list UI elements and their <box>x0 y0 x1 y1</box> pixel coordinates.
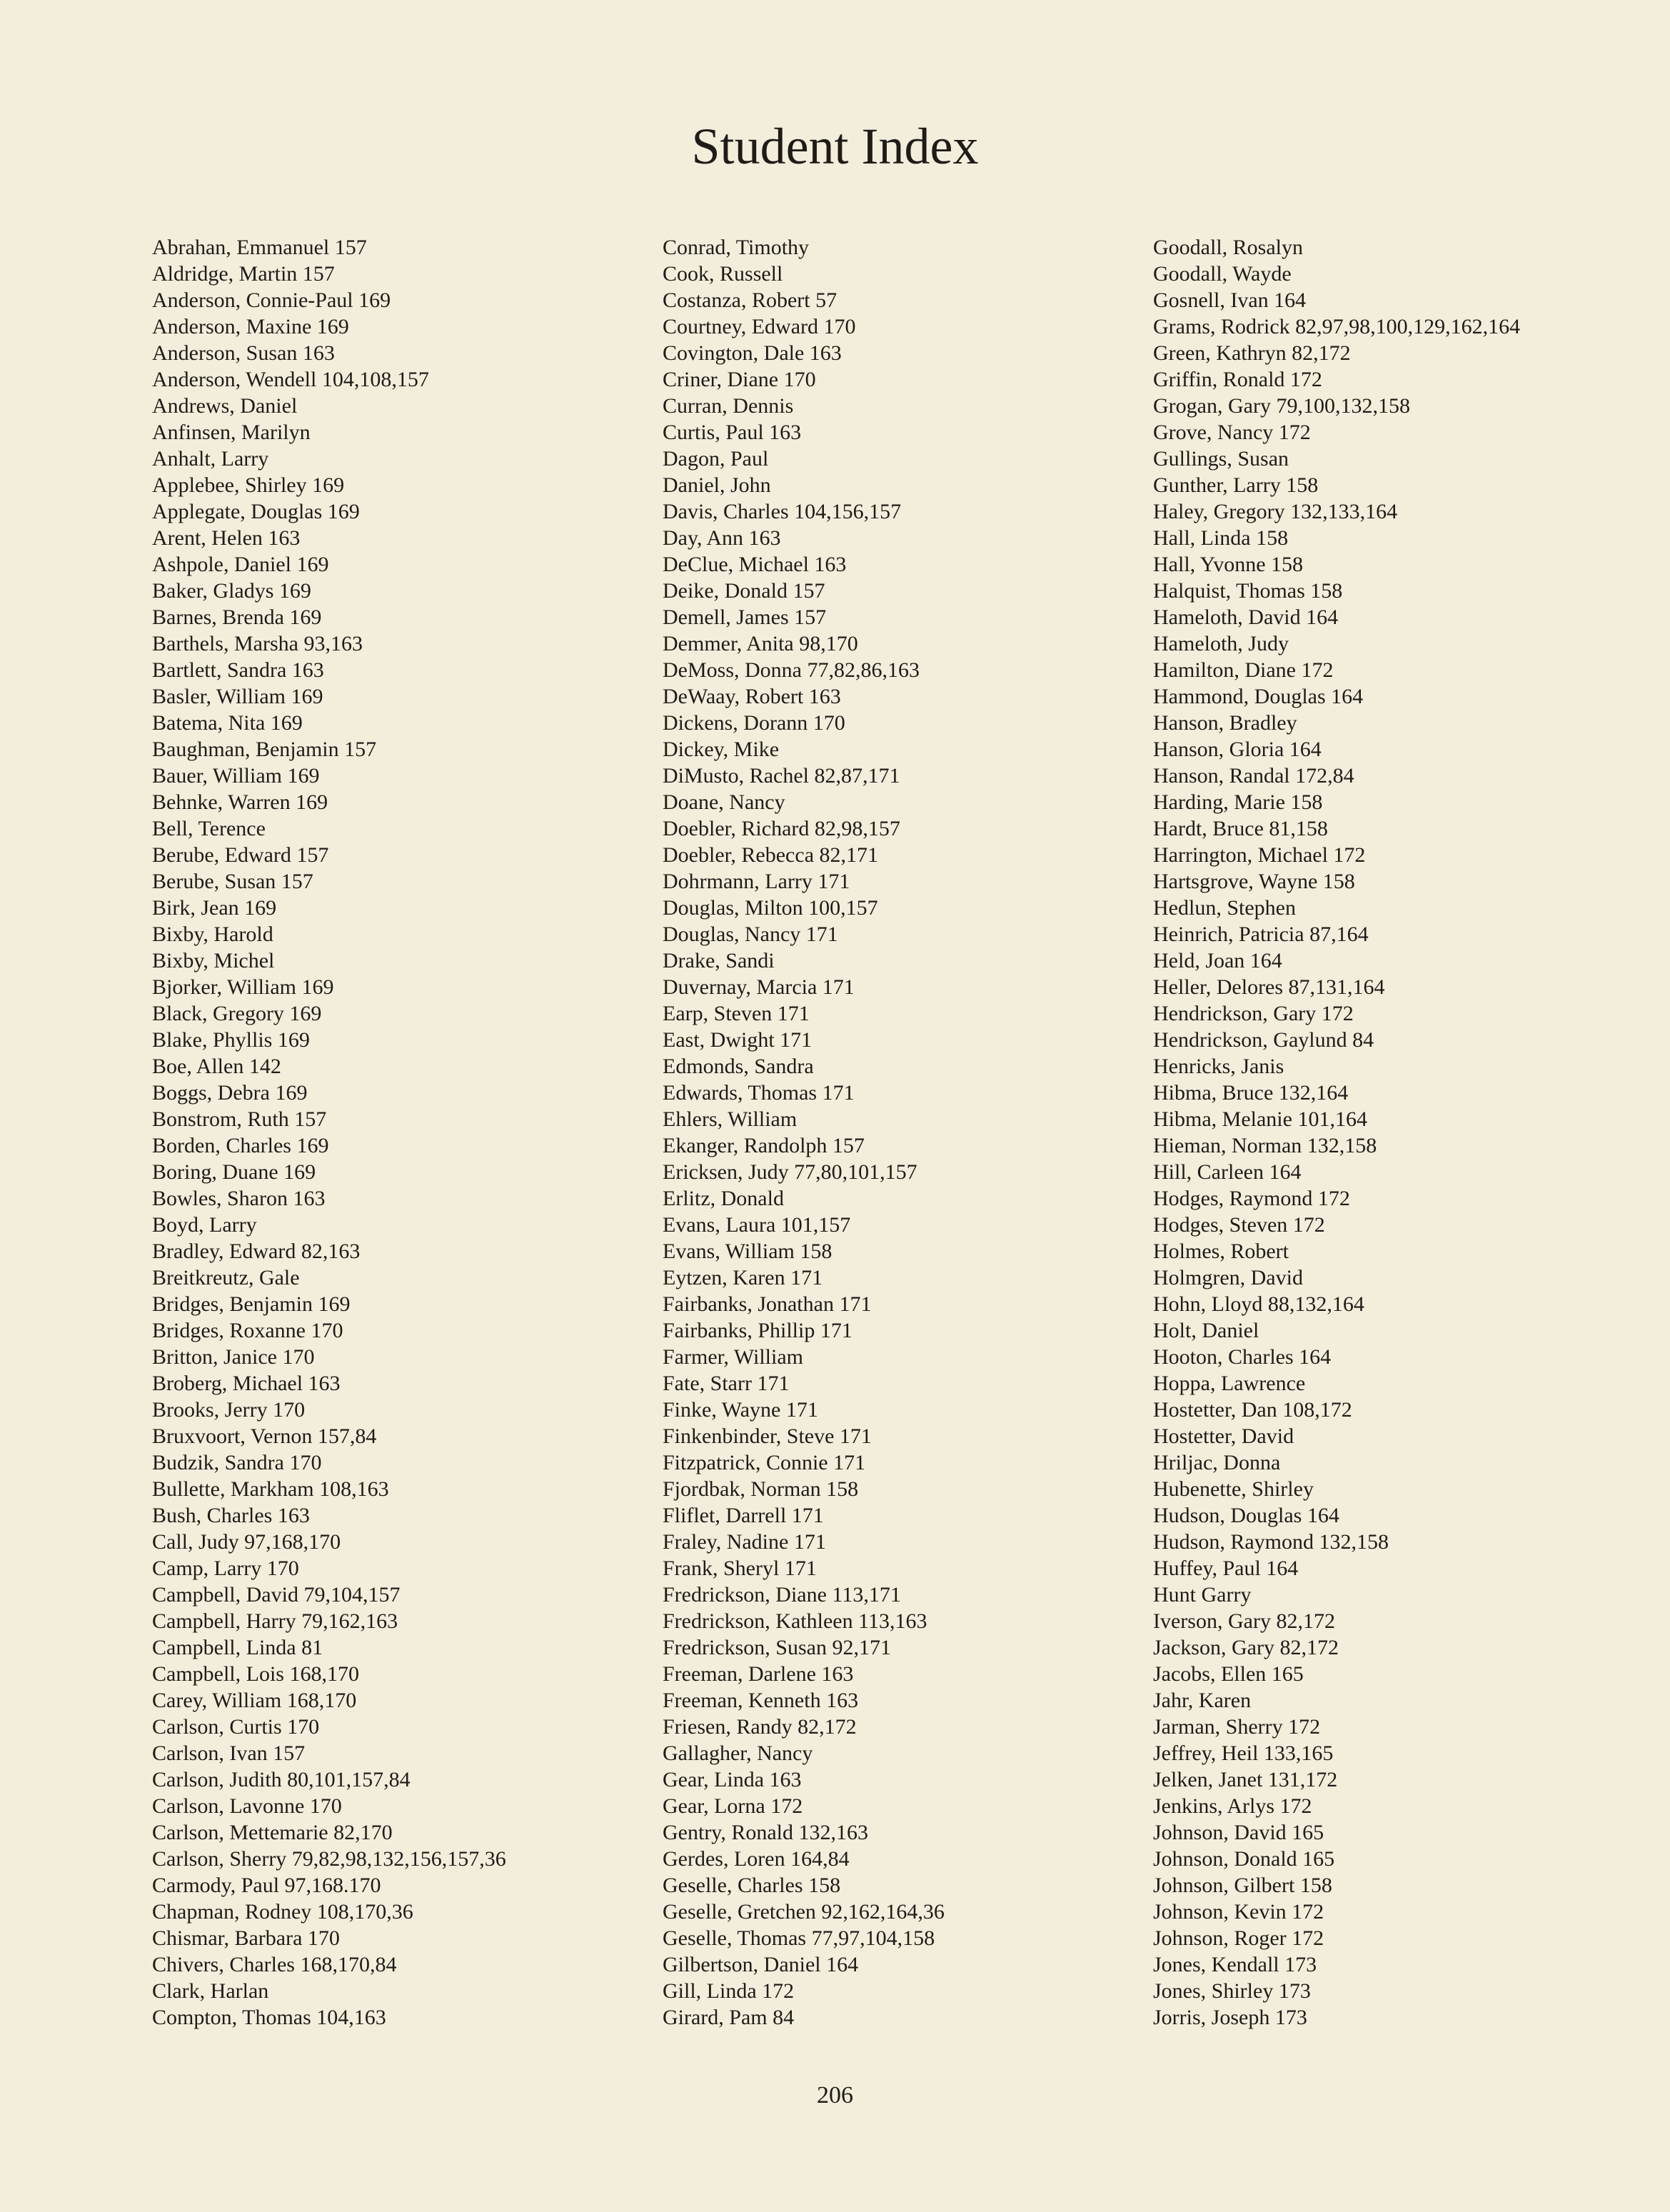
index-entry: Hunt Garry <box>1153 1583 1252 1607</box>
index-entry: Jeffrey, Heil 133,165 <box>1153 1741 1334 1765</box>
index-entry: Campbell, Harry 79,162,163 <box>152 1609 398 1633</box>
index-entry: Fitzpatrick, Connie 171 <box>663 1451 866 1474</box>
index-entry: Hubenette, Shirley <box>1153 1477 1314 1501</box>
index-entry: Bonstrom, Ruth 157 <box>152 1107 327 1131</box>
index-entry: Douglas, Milton 100,157 <box>663 896 878 920</box>
index-entry: Courtney, Edward 170 <box>663 315 856 338</box>
index-entry: Eytzen, Karen 171 <box>663 1266 823 1290</box>
index-column-3 <box>1153 234 1520 2031</box>
index-entry: Hostetter, Dan 108,172 <box>1153 1398 1352 1422</box>
index-entry: Jelken, Janet 131,172 <box>1153 1768 1338 1791</box>
index-entry: Hameloth, David 164 <box>1153 605 1339 629</box>
index-entry: Carlson, Curtis 170 <box>152 1715 320 1739</box>
index-entry: Barthels, Marsha 93,163 <box>152 632 363 655</box>
index-entry: Basler, William 169 <box>152 685 323 708</box>
index-entry: Hoppa, Lawrence <box>1153 1372 1306 1395</box>
index-entry: Boggs, Debra 169 <box>152 1081 308 1105</box>
index-entry: Hendrickson, Gary 172 <box>1153 1002 1354 1025</box>
index-entry: Dagon, Paul <box>663 447 769 471</box>
index-entry: Boe, Allen 142 <box>152 1055 281 1078</box>
index-entry: Bjorker, William 169 <box>152 975 334 999</box>
index-entry: Hudson, Douglas 164 <box>1153 1504 1339 1527</box>
index-entry: Carlson, Mettemarie 82,170 <box>152 1821 393 1844</box>
index-entry: Applegate, Douglas 169 <box>152 500 360 523</box>
index-entry: Fredrickson, Diane 113,171 <box>663 1583 901 1607</box>
index-entry: Anderson, Wendell 104,108,157 <box>152 368 429 391</box>
index-entry: Dohrmann, Larry 171 <box>663 870 850 893</box>
index-entry: DeMoss, Donna 77,82,86,163 <box>663 658 920 682</box>
index-entry: Baughman, Benjamin 157 <box>152 738 377 761</box>
index-entry: Hanson, Bradley <box>1153 711 1297 735</box>
index-entry: Bell, Terence <box>152 817 266 840</box>
index-entry: Jenkins, Arlys 172 <box>1153 1794 1312 1818</box>
index-entry: Halquist, Thomas 158 <box>1153 579 1343 603</box>
index-entry: Blake, Phyllis 169 <box>152 1028 310 1052</box>
index-entry: Jarman, Sherry 172 <box>1153 1715 1321 1739</box>
index-entry: Hostetter, David <box>1153 1424 1294 1448</box>
index-entry: Erlitz, Donald <box>663 1187 784 1210</box>
index-entry: Hooton, Charles 164 <box>1153 1345 1332 1369</box>
index-entry: Jorris, Joseph 173 <box>1153 2006 1307 2029</box>
index-entry: Haley, Gregory 132,133,164 <box>1153 500 1398 523</box>
index-entry: Fate, Starr 171 <box>663 1372 790 1395</box>
index-entry: Friesen, Randy 82,172 <box>663 1715 857 1739</box>
index-entry: Camp, Larry 170 <box>152 1557 299 1580</box>
index-entry: Bradley, Edward 82,163 <box>152 1240 361 1263</box>
page-title: Student Index <box>691 118 979 175</box>
index-entry: Hibma, Melanie 101,164 <box>1153 1107 1367 1131</box>
index-entry: Carlson, Sherry 79,82,98,132,156,157,36 <box>152 1847 506 1871</box>
index-entry: Chapman, Rodney 108,170,36 <box>152 1900 413 1924</box>
index-entry: Anderson, Connie-Paul 169 <box>152 288 391 312</box>
index-entry: Black, Gregory 169 <box>152 1002 322 1025</box>
index-entry: Ericksen, Judy 77,80,101,157 <box>663 1160 917 1184</box>
index-entry: Jones, Kendall 173 <box>1153 1953 1317 1976</box>
index-entry: Birk, Jean 169 <box>152 896 277 920</box>
index-entry: Carey, William 168,170 <box>152 1689 357 1712</box>
index-entry: Geselle, Charles 158 <box>663 1874 841 1897</box>
index-entry: Covington, Dale 163 <box>663 341 842 365</box>
index-entry: Grove, Nancy 172 <box>1153 421 1311 444</box>
index-entry: Harrington, Michael 172 <box>1153 843 1366 867</box>
index-entry: Fairbanks, Jonathan 171 <box>663 1292 872 1316</box>
index-entry: Jones, Shirley 173 <box>1153 1979 1311 2003</box>
index-entry: Hall, Yvonne 158 <box>1153 553 1304 576</box>
index-entry: Edmonds, Sandra <box>663 1055 814 1078</box>
index-entry: Jahr, Karen <box>1153 1689 1252 1712</box>
index-entry: Geselle, Thomas 77,97,104,158 <box>663 1926 935 1950</box>
index-column-1 <box>152 234 506 2031</box>
index-entry: Finkenbinder, Steve 171 <box>663 1424 872 1448</box>
index-entry: Gunther, Larry 158 <box>1153 473 1319 497</box>
index-entry: Bixby, Harold <box>152 922 273 946</box>
index-entry: Hieman, Norman 132,158 <box>1153 1134 1377 1157</box>
index-entry: Campbell, Lois 168,170 <box>152 1662 359 1686</box>
index-entry: Gear, Lorna 172 <box>663 1794 803 1818</box>
index-entry: Day, Ann 163 <box>663 526 781 550</box>
index-entry: Demmer, Anita 98,170 <box>663 632 858 655</box>
index-entry: Abrahan, Emmanuel 157 <box>152 236 367 259</box>
index-entry: Hriljac, Donna <box>1153 1451 1281 1474</box>
index-entry: DeWaay, Robert 163 <box>663 685 841 708</box>
index-entry: Campbell, David 79,104,157 <box>152 1583 401 1607</box>
index-entry: Earp, Steven 171 <box>663 1002 810 1025</box>
index-entry: Anderson, Maxine 169 <box>152 315 349 338</box>
index-entry: Hohn, Lloyd 88,132,164 <box>1153 1292 1364 1316</box>
index-entry: Anfinsen, Marilyn <box>152 421 311 444</box>
index-entry: East, Dwight 171 <box>663 1028 813 1052</box>
index-entry: Boring, Duane 169 <box>152 1160 316 1184</box>
index-entry: DeClue, Michael 163 <box>663 553 847 576</box>
index-entry: Bush, Charles 163 <box>152 1504 310 1527</box>
index-entry: Gallagher, Nancy <box>663 1741 813 1765</box>
index-entry: Jacobs, Ellen 165 <box>1153 1662 1304 1686</box>
index-entry: Freeman, Darlene 163 <box>663 1662 854 1686</box>
index-entry: Frank, Sheryl 171 <box>663 1557 817 1580</box>
index-entry: Barnes, Brenda 169 <box>152 605 322 629</box>
index-entry: Bauer, William 169 <box>152 764 320 788</box>
index-entry: Clark, Harlan <box>152 1979 269 2003</box>
index-entry: Batema, Nita 169 <box>152 711 303 735</box>
index-entry: Gullings, Susan <box>1153 447 1289 471</box>
index-entry: Bartlett, Sandra 163 <box>152 658 324 682</box>
index-entry: DiMusto, Rachel 82,87,171 <box>663 764 900 788</box>
index-entry: Dickens, Dorann 170 <box>663 711 845 735</box>
index-entry: Daniel, John <box>663 473 771 497</box>
index-entry: Doebler, Richard 82,98,157 <box>663 817 900 840</box>
index-entry: Breitkreutz, Gale <box>152 1266 300 1290</box>
index-entry: Heinrich, Patricia 87,164 <box>1153 922 1369 946</box>
index-entry: Duvernay, Marcia 171 <box>663 975 855 999</box>
index-entry: Doane, Nancy <box>663 790 785 814</box>
index-entry: Boyd, Larry <box>152 1213 257 1237</box>
index-entry: Borden, Charles 169 <box>152 1134 329 1157</box>
index-entry: Bowles, Sharon 163 <box>152 1187 326 1210</box>
index-entry: Farmer, William <box>663 1345 803 1369</box>
index-entry: Fjordbak, Norman 158 <box>663 1477 859 1501</box>
index-entry: Jackson, Gary 82,172 <box>1153 1636 1339 1659</box>
index-entry: Fredrickson, Kathleen 113,163 <box>663 1609 927 1633</box>
index-entry: Carlson, Lavonne 170 <box>152 1794 342 1818</box>
index-entry: Hodges, Raymond 172 <box>1153 1187 1350 1210</box>
index-entry: Johnson, Gilbert 158 <box>1153 1874 1332 1897</box>
index-entry: Curtis, Paul 163 <box>663 421 802 444</box>
index-entry: Compton, Thomas 104,163 <box>152 2006 386 2029</box>
index-entry: Criner, Diane 170 <box>663 368 816 391</box>
index-entry: Gear, Linda 163 <box>663 1768 802 1791</box>
index-entry: Johnson, Kevin 172 <box>1153 1900 1324 1924</box>
index-entry: Iverson, Gary 82,172 <box>1153 1609 1335 1633</box>
index-entry: Costanza, Robert 57 <box>663 288 837 312</box>
index-entry: Carlson, Judith 80,101,157,84 <box>152 1768 411 1791</box>
index-entry: Griffin, Ronald 172 <box>1153 368 1322 391</box>
index-entry: Geselle, Gretchen 92,162,164,36 <box>663 1900 945 1924</box>
index-entry: Goodall, Wayde <box>1153 262 1292 286</box>
index-entry: Hammond, Douglas 164 <box>1153 685 1364 708</box>
index-entry: Holmes, Robert <box>1153 1240 1289 1263</box>
index-entry: Hanson, Gloria 164 <box>1153 738 1322 761</box>
index-entry: Holmgren, David <box>1153 1266 1303 1290</box>
index-entry: Gerdes, Loren 164,84 <box>663 1847 850 1871</box>
index-entry: Baker, Gladys 169 <box>152 579 311 603</box>
index-entry: Anhalt, Larry <box>152 447 269 471</box>
index-entry: Hedlun, Stephen <box>1153 896 1296 920</box>
index-entry: Hartsgrove, Wayne 158 <box>1153 870 1355 893</box>
index-entry: Fraley, Nadine 171 <box>663 1530 826 1554</box>
index-entry: Fairbanks, Phillip 171 <box>663 1319 852 1342</box>
index-entry: Ashpole, Daniel 169 <box>152 553 329 576</box>
index-entry: Hameloth, Judy <box>1153 632 1289 655</box>
index-entry: Henricks, Janis <box>1153 1055 1284 1078</box>
index-entry: Call, Judy 97,168,170 <box>152 1530 341 1554</box>
index-entry: Finke, Wayne 171 <box>663 1398 818 1422</box>
index-entry: Johnson, David 165 <box>1153 1821 1324 1844</box>
index-entry: Hardt, Bruce 81,158 <box>1153 817 1328 840</box>
index-entry: Dickey, Mike <box>663 738 780 761</box>
index-entry: Bridges, Roxanne 170 <box>152 1319 343 1342</box>
index-entry: Harding, Marie 158 <box>1153 790 1323 814</box>
page-number: 206 <box>817 2082 853 2108</box>
index-entry: Anderson, Susan 163 <box>152 341 335 365</box>
index-entry: Hudson, Raymond 132,158 <box>1153 1530 1389 1554</box>
index-entry: Fredrickson, Susan 92,171 <box>663 1636 891 1659</box>
index-entry: Davis, Charles 104,156,157 <box>663 500 902 523</box>
index-entry: Grogan, Gary 79,100,132,158 <box>1153 394 1410 418</box>
index-entry: Britton, Janice 170 <box>152 1345 315 1369</box>
index-entry: Brooks, Jerry 170 <box>152 1398 306 1422</box>
index-entry: Andrews, Daniel <box>152 394 298 418</box>
index-entry: Huffey, Paul 164 <box>1153 1557 1299 1580</box>
index-entry: Campbell, Linda 81 <box>152 1636 323 1659</box>
index-entry: Grams, Rodrick 82,97,98,100,129,162,164 <box>1153 315 1521 338</box>
index-entry: Hendrickson, Gaylund 84 <box>1153 1028 1374 1052</box>
index-entry: Douglas, Nancy 171 <box>663 922 838 946</box>
index-entry: Budzik, Sandra 170 <box>152 1451 322 1474</box>
index-entry: Gentry, Ronald 132,163 <box>663 1821 869 1844</box>
index-entry: Hodges, Steven 172 <box>1153 1213 1325 1237</box>
index-entry: Bridges, Benjamin 169 <box>152 1292 351 1316</box>
index-entry: Johnson, Roger 172 <box>1153 1926 1324 1950</box>
index-entry: Berube, Susan 157 <box>152 870 313 893</box>
index-entry: Holt, Daniel <box>1153 1319 1259 1342</box>
index-entry: Heller, Delores 87,131,164 <box>1153 975 1385 999</box>
index-entry: Applebee, Shirley 169 <box>152 473 345 497</box>
index-entry: Freeman, Kenneth 163 <box>663 1689 859 1712</box>
index-entry: Chismar, Barbara 170 <box>152 1926 340 1950</box>
index-entry: Carmody, Paul 97,168.170 <box>152 1874 381 1897</box>
index-entry: Drake, Sandi <box>663 949 775 972</box>
index-entry: Hibma, Bruce 132,164 <box>1153 1081 1349 1105</box>
index-entry: Held, Joan 164 <box>1153 949 1282 972</box>
index-entry: Bruxvoort, Vernon 157,84 <box>152 1424 377 1448</box>
index-entry: Gilbertson, Daniel 164 <box>663 1953 859 1976</box>
index-column-2 <box>663 234 945 2031</box>
index-entry: Curran, Dennis <box>663 394 794 418</box>
index-entry: Behnke, Warren 169 <box>152 790 328 814</box>
index-entry: Hall, Linda 158 <box>1153 526 1289 550</box>
index-entry: Johnson, Donald 165 <box>1153 1847 1335 1871</box>
index-entry: Bullette, Markham 108,163 <box>152 1477 389 1501</box>
index-entry: Demell, James 157 <box>663 605 827 629</box>
index-entry: Goodall, Rosalyn <box>1153 236 1303 259</box>
index-entry: Evans, William 158 <box>663 1240 833 1263</box>
index-entry: Chivers, Charles 168,170,84 <box>152 1953 397 1976</box>
index-entry: Ehlers, William <box>663 1107 798 1131</box>
index-entry: Evans, Laura 101,157 <box>663 1213 851 1237</box>
index-entry: Aldridge, Martin 157 <box>152 262 335 286</box>
index-entry: Doebler, Rebecca 82,171 <box>663 843 879 867</box>
index-entry: Hamilton, Diane 172 <box>1153 658 1334 682</box>
index-entry: Gosnell, Ivan 164 <box>1153 288 1307 312</box>
index-entry: Gill, Linda 172 <box>663 1979 795 2003</box>
index-entry: Carlson, Ivan 157 <box>152 1741 306 1765</box>
index-entry: Deike, Donald 157 <box>663 579 825 603</box>
index-entry: Edwards, Thomas 171 <box>663 1081 855 1105</box>
index-entry: Green, Kathryn 82,172 <box>1153 341 1351 365</box>
index-entry: Cook, Russell <box>663 262 783 286</box>
index-entry: Conrad, Timothy <box>663 236 810 259</box>
index-entry: Bixby, Michel <box>152 949 275 972</box>
index-entry: Hill, Carleen 164 <box>1153 1160 1302 1184</box>
index-entry: Arent, Helen 163 <box>152 526 301 550</box>
index-entry: Berube, Edward 157 <box>152 843 329 867</box>
index-entry: Ekanger, Randolph 157 <box>663 1134 865 1157</box>
index-entry: Fliflet, Darrell 171 <box>663 1504 824 1527</box>
index-entry: Broberg, Michael 163 <box>152 1372 341 1395</box>
index-entry: Hanson, Randal 172,84 <box>1153 764 1354 788</box>
index-entry: Girard, Pam 84 <box>663 2006 795 2029</box>
